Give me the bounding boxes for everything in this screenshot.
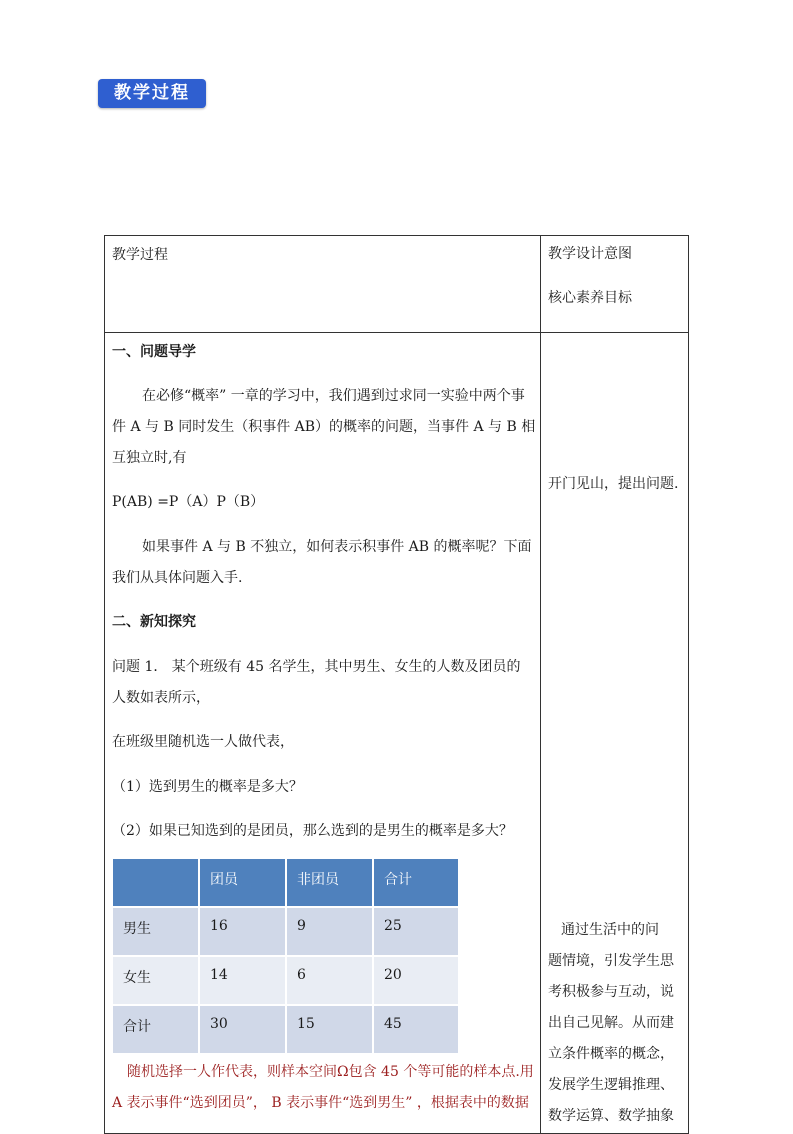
table-row	[113, 1006, 460, 1055]
data-table-header-row	[113, 859, 460, 908]
table-cell: 20	[374, 957, 460, 1006]
table-cell: 30	[200, 1006, 287, 1055]
lesson-table	[104, 235, 689, 1134]
red-text-line2: A 表示事件“选到团员”， B 表示事件“选到男生” ，根据表中的数据	[112, 1095, 529, 1111]
table-cell: 16	[200, 908, 287, 957]
header-right-line2: 核心素养目标	[548, 290, 632, 306]
question1-line2: 人数如表所示，	[112, 690, 210, 706]
right-note1: 开门见山，提出问题.	[548, 476, 679, 492]
table-cell: 合计	[113, 1006, 200, 1055]
content-left	[105, 333, 541, 1134]
para1-line2: 件 A 与 B 同时发生（积事件 AB）的概率的问题，当事件 A 与 B 相	[112, 419, 536, 435]
table-row	[113, 957, 460, 1006]
formula: P(AB) =P（A）P（B）	[112, 494, 265, 510]
para1-line3: 互独立时,有	[112, 450, 187, 466]
red-text-line1: 随机选择一人作代表，则样本空间Ω包含 45 个等可能的样本点.用	[127, 1064, 534, 1080]
section1-title: 一、问题导学	[112, 344, 196, 360]
table-cell: 14	[200, 957, 287, 1006]
table-cell: 6	[287, 957, 374, 1006]
header-right	[541, 236, 689, 333]
right-note2-line: 通过生活中的问	[561, 922, 659, 938]
para1-line1: 在必修“概率” 一章的学习中，我们遇到过求同一实验中两个事	[142, 388, 525, 404]
question1-sub2: （2）如果已知选到的是团员，那么选到的是男生的概率是多大？	[112, 823, 513, 839]
right-note2-line: 出自己见解。从而建	[548, 1015, 674, 1031]
header-left	[105, 236, 541, 333]
table-cell: 45	[374, 1006, 460, 1055]
para2-line1: 如果事件 A 与 B 不独立，如何表示积事件 AB 的概率呢？下面	[142, 539, 532, 555]
section-badge: 教学过程	[98, 79, 206, 108]
right-note2-line: 数学运算、数学抽象	[548, 1108, 674, 1124]
header-left-label: 教学过程	[112, 247, 168, 263]
table-cell: 男生	[113, 908, 200, 957]
table-cell: 女生	[113, 957, 200, 1006]
table-cell: 15	[287, 1006, 374, 1055]
table-row	[113, 908, 460, 957]
right-note2-line: 题情境，引发学生思	[548, 953, 674, 969]
content-right	[541, 333, 689, 1134]
table-cell: 9	[287, 908, 374, 957]
section2-title: 二、新知探究	[112, 614, 196, 630]
question1-line1: 问题 1． 某个班级有 45 名学生，其中男生、女生的人数及团员的	[112, 659, 521, 675]
data-table-header-cell: 非团员	[287, 859, 374, 908]
data-table-header-cell	[113, 859, 200, 908]
right-note2-line: 立条件概率的概念，	[548, 1046, 674, 1062]
data-table	[113, 859, 460, 1055]
data-table-header-cell: 团员	[200, 859, 287, 908]
question1-line3: 在班级里随机选一人做代表，	[112, 734, 294, 750]
question1-sub1: （1）选到男生的概率是多大？	[112, 779, 303, 795]
header-right-line1: 教学设计意图	[548, 246, 632, 262]
right-note2-line: 发展学生逻辑推理、	[548, 1077, 674, 1093]
table-cell: 25	[374, 908, 460, 957]
right-note2-line: 考积极参与互动，说	[548, 984, 674, 1000]
para2-line2: 我们从具体问题入手.	[112, 570, 243, 586]
data-table-header-cell: 合计	[374, 859, 460, 908]
